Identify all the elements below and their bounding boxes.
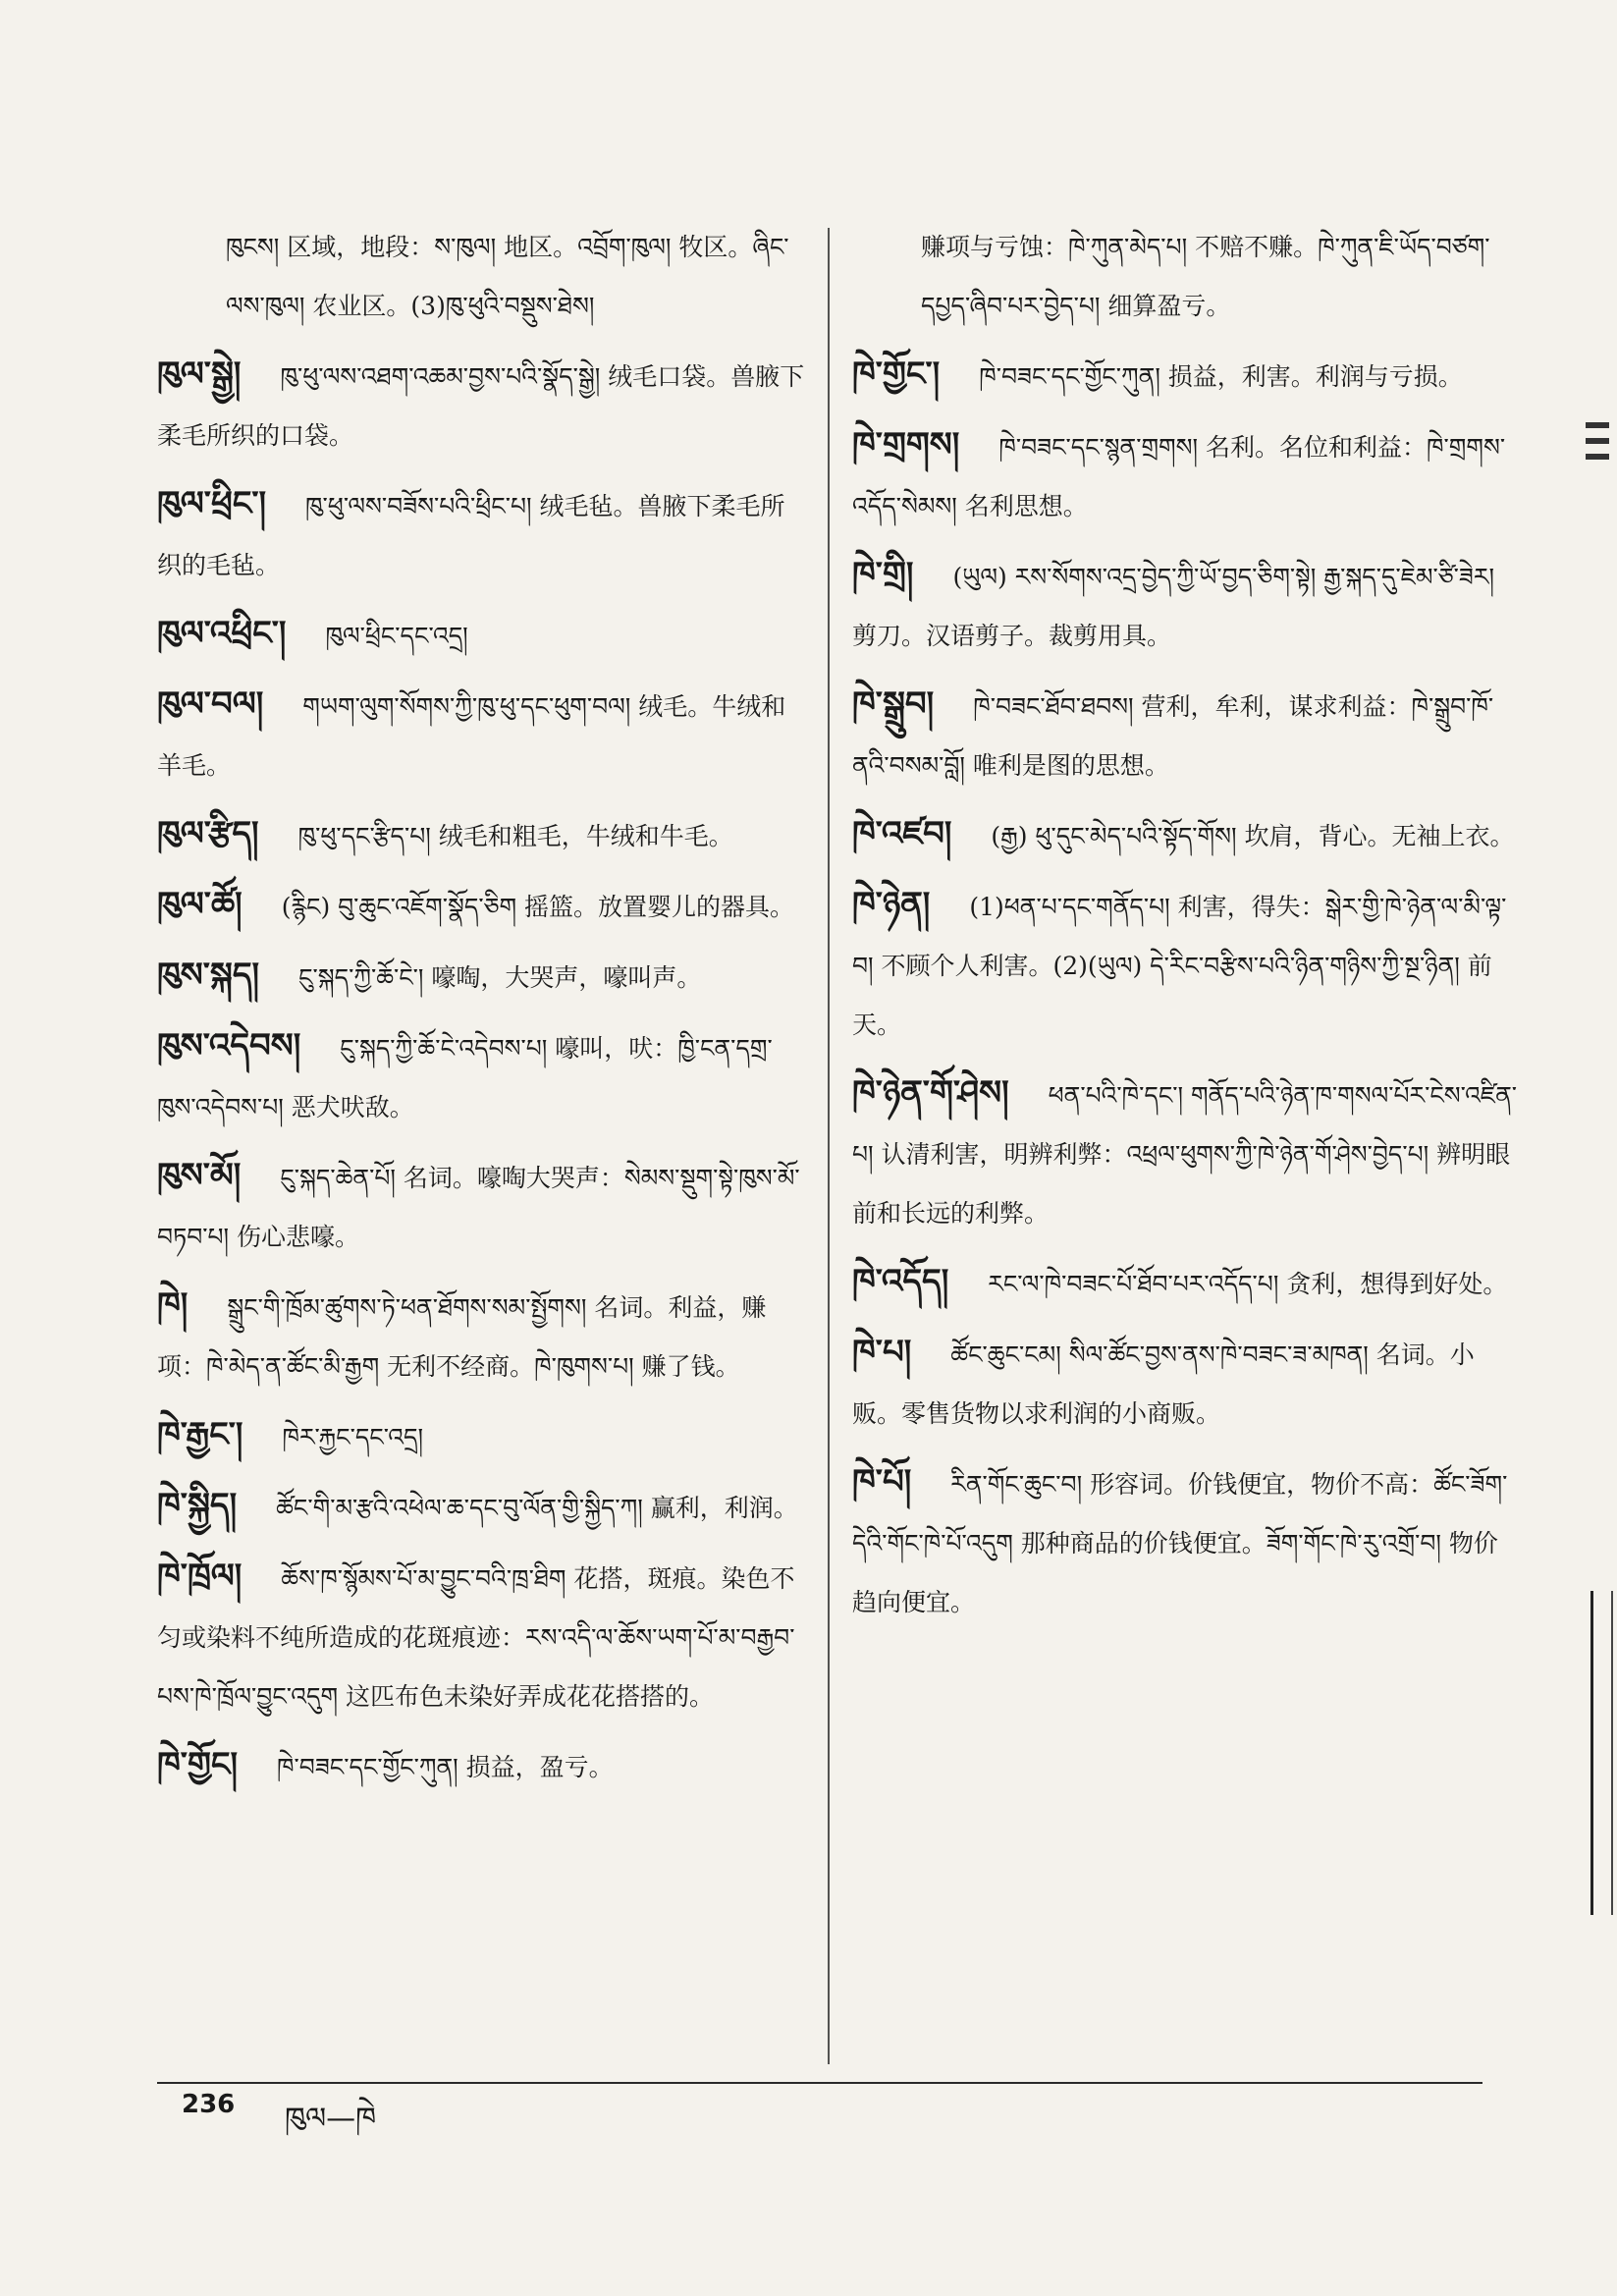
entry-headword: ཁུལ་ཚོ།	[157, 885, 243, 924]
dictionary-entry	[852, 218, 1520, 336]
entry-headword: ཁུལ་རྩིད།	[157, 814, 259, 853]
entry-definition: ཁུ་ཕུ་ལས་འཐག་འཆམ་བྱས་པའི་སྣོད་སྒྱེ། 绒毛口袋。兽腋下柔毛所织的口袋。	[157, 362, 805, 450]
scan-edge-mark	[1590, 1591, 1613, 1915]
entry-definition: (1)ཕན་པ་དང་གནོད་པ། 利害，得失：སྒེར་གྱི་ཁེ་ཉེན་ལ་མི་ལྟ་བ། 不顾个人利害。(2)(ཡུལ) དེ་རིང་བརྩིས་པའི་ཉིན་གཉིས་ཀྱི་སྔ་ཉིན། 前天。	[852, 893, 1507, 1039]
entry-definition: ཚོང་གི་མ་རྩའི་འཕེལ་ཆ་དང་བུ་ལོན་གྱི་སྐྱིད་ཀ། 赢利，利润。	[276, 1494, 798, 1522]
entry-headword: ཁེ་གྲི།	[852, 555, 914, 594]
left-column	[157, 218, 805, 1807]
entry-definition: ཁུ་ཕུ་དང་རྩིད་པ། 绒毛和粗毛，牛绒和牛毛。	[297, 822, 733, 850]
entry-definition: (རྙིང) བུ་ཆུང་འཇོག་སྣོད་ཅིག 摇篮。放置婴儿的器具。	[281, 893, 795, 921]
dictionary-entry	[157, 1147, 805, 1267]
footer-rule	[157, 2082, 1482, 2084]
thumb-index-marks	[1578, 412, 1617, 520]
dictionary-entry	[157, 876, 805, 937]
entry-definition: ཁུལ་ཕྲིང་དང་འདྲ།	[325, 622, 468, 650]
right-column	[852, 218, 1520, 1642]
entry-definition: སྒྲུང་གི་ཁྲོམ་ཚུགས་ཏེ་ཕན་ཐོགས་སམ་སྤྱོགས། 名词。利益，赚项：ཁེ་མེད་ན་ཚོང་མི་རྒྱག 无利不经商。ཁེ་ཁུགས་པ། 赚了钱。	[157, 1293, 767, 1381]
dictionary-entry	[157, 475, 805, 595]
entry-definition: 赚项与亏蚀：ཁེ་ཀུན་མེད་པ། 不赔不赚。ཁེ་ཀུན་ཇི་ཡོད་བཙག་དཔྱད་ཞིབ་པར་བྱེད་པ། 细算盈亏。	[921, 233, 1490, 320]
dictionary-entry	[852, 1453, 1520, 1632]
entry-definition: ཁེ་བཟང་དང་གྱོང་ཀུན། 损益，盈亏。	[277, 1753, 614, 1781]
entry-definition: (རྒྱ) ཕུ་དུང་མེད་པའི་སྟོད་གོས། 坎肩，背心。无袖上衣。	[991, 822, 1515, 850]
entry-headword: ཁེ།	[157, 1285, 189, 1325]
dictionary-entry	[157, 218, 805, 336]
entry-definition: ཁུངས། 区域，地段：ས་ཁུལ། 地区。འབྲོག་ཁུལ། 牧区。ཞིང་ལས་ཁུལ། 农业区。(3)ཁུ་ཕུའི་བསྡུས་ཐེས།	[226, 233, 789, 320]
entry-definition: ཚོང་ཆུང་ངམ། སིལ་ཚོང་བྱས་ནས་ཁེ་བཟང་ཟ་མཁན། 名词。小贩。零售货物以求利润的小商贩。	[852, 1340, 1475, 1428]
entry-definition: ངུ་སྐད་ཀྱི་ཆོ་ངེ་འདེབས་པ། 嚎叫，吠：ཁྱི་ངན་དགྲ་ཁུས་འདེབས་པ། 恶犬吠敌。	[157, 1034, 773, 1121]
entry-headword: ཁེ་སྒྲུབ།	[852, 684, 935, 724]
dictionary-entry	[157, 346, 805, 465]
dictionary-entry	[157, 947, 805, 1008]
entry-headword: ཁེ་གྲགས།	[852, 425, 960, 465]
dictionary-entry	[157, 1277, 805, 1396]
entry-headword: ཁུས་མོ།	[157, 1156, 242, 1195]
dictionary-entry	[852, 416, 1520, 536]
dictionary-entry	[157, 1736, 805, 1797]
dictionary-entry	[157, 605, 805, 666]
entry-headword: ཁེ་རྒྱང་།	[157, 1415, 243, 1454]
dictionary-entry	[852, 676, 1520, 795]
entry-definition: ངུ་སྐད་ཀྱི་ཆོ་ངེ་། 嚎啕，大哭声，嚎叫声。	[298, 963, 702, 992]
entry-definition: ཕན་པའི་ཁེ་དང་། གནོད་པའི་ཉེན་ཁ་གསལ་པོར་ངེས་འཛིན་པ། 认清利害，明辨利弊：འཕྲལ་ཕུགས་ཀྱི་ཁེ་ཉེན་གོ་ཤེས་བྱེད་པ། 辨明眼前和长远的利弊。	[852, 1081, 1518, 1228]
entry-headword: ཁུས་སྐད།	[157, 956, 260, 995]
entry-headword: ཁུལ་ཕྲིང་།	[157, 484, 267, 523]
entry-definition: རང་ལ་ཁེ་བཟང་པོ་ཐོབ་པར་འདོད་པ། 贪利，想得到好处。	[988, 1270, 1508, 1298]
entry-headword: ཁེ་གྱོང་།	[852, 355, 941, 394]
entry-headword: ཁེ་འདོད།	[852, 1262, 949, 1301]
dictionary-entry	[852, 1065, 1520, 1243]
entry-definition: (ཡུལ) རས་སོགས་འདྲ་བྱེད་ཀྱི་ཡོ་བྱད་ཅིག་སྟེ། རྒྱ་སྐད་དུ་ཇེམ་ཙི་ཟེར། 剪刀。汉语剪子。裁剪用具。	[852, 563, 1495, 650]
dictionary-entry	[157, 1548, 805, 1726]
entry-headword: ཁེ་པ།	[852, 1333, 912, 1372]
entry-definition: ངུ་སྐད་ཆེན་པོ། 名词。嚎啕大哭声：སེམས་སྡུག་སྟེ་ཁུས་མོ་བཏབ་པ། 伤心悲嚎。	[157, 1164, 800, 1251]
dictionary-entry	[157, 1477, 805, 1538]
dictionary-entry	[157, 676, 805, 795]
dictionary-entry	[852, 805, 1520, 866]
dictionary-entry	[852, 1324, 1520, 1444]
entry-definition: ཁེ་བཟང་དང་སྙན་གྲགས། 名利。名位和利益：ཁེ་གྲགས་འདོད་སེམས། 名利思想。	[852, 433, 1506, 520]
entry-headword: ཁུས་འདེབས།	[157, 1026, 301, 1066]
entry-headword: ཁེ་ཉེན།	[852, 885, 931, 924]
entry-definition: ཁེ་བཟང་ཐོབ་ཐབས། 营利，牟利，谋求利益：ཁེ་སྒྲུབ་ཁོ་ནའི་བསམ་བློ། 唯利是图的思想。	[852, 692, 1494, 780]
entry-definition: ཆོས་ཁ་སྙོམས་པོ་མ་བྱུང་བའི་ཁྲ་ཐིག 花搭，斑痕。染色不匀或染料不纯所造成的花斑痕迹：རས་འདི་ལ་ཆོས་ཡག་པོ་མ་བརྒྱབ་པས་ཁེ་ཁྲོལ་བྱུང་འདུག 这匹布色未染好弄成花花搭搭的。	[157, 1564, 795, 1711]
entry-headword: ཁུལ་འཕྲིང་།	[157, 614, 287, 653]
dictionary-entry	[852, 546, 1520, 666]
page-number: 236	[182, 2090, 236, 2119]
entry-definition: རིན་གོང་ཆུང་བ། 形容词。价钱便宜，物价不高：ཚོང་ཟོག་དེའི་གོང་ཁེ་པོ་འདུག 那种商品的价钱便宜。ཟོག་གོང་ཁེ་རུ་འགྲོ་བ། 物价趋向便宜。	[852, 1470, 1508, 1616]
entry-headword: ཁུལ་བལ།	[157, 684, 264, 724]
entry-definition: ཁུ་ཕུ་ལས་བཟོས་པའི་ཕྲིང་པ། 绒毛毡。兽腋下柔毛所织的毛毡。	[157, 492, 785, 579]
dictionary-entry	[157, 805, 805, 866]
entry-definition: ཁེར་རྐྱང་དང་འདྲ།	[282, 1423, 424, 1451]
entry-headword: ཁུལ་སྒྱེ།	[157, 355, 242, 394]
dictionary-entry	[852, 346, 1520, 407]
page-range: ཁུལ—ཁེ	[285, 2102, 377, 2136]
column-divider	[828, 228, 830, 2064]
entry-headword: ཁེ་འཛབ།	[852, 814, 952, 853]
entry-headword: ཁེ་སྐྱིད།	[157, 1486, 238, 1525]
dictionary-entry	[852, 876, 1520, 1055]
dictionary-entry	[157, 1406, 805, 1467]
entry-headword: ཁེ་ཁྲོལ།	[157, 1557, 243, 1596]
dictionary-entry	[157, 1017, 805, 1137]
entry-headword: ཁེ་པོ།	[852, 1462, 912, 1502]
entry-headword: ཁེ་གྱོང།	[157, 1745, 239, 1784]
dictionary-entry	[852, 1253, 1520, 1314]
entry-definition: གཡག་ལུག་སོགས་ཀྱི་ཁུ་ཕུ་དང་ཕུག་བལ། 绒毛。牛绒和羊毛。	[157, 692, 786, 780]
entry-definition: ཁེ་བཟང་དང་གྱོང་ཀུན། 损益，利害。利润与亏损。	[979, 362, 1463, 391]
entry-headword: ཁེ་ཉེན་གོ་ཤེས།	[852, 1073, 1009, 1113]
